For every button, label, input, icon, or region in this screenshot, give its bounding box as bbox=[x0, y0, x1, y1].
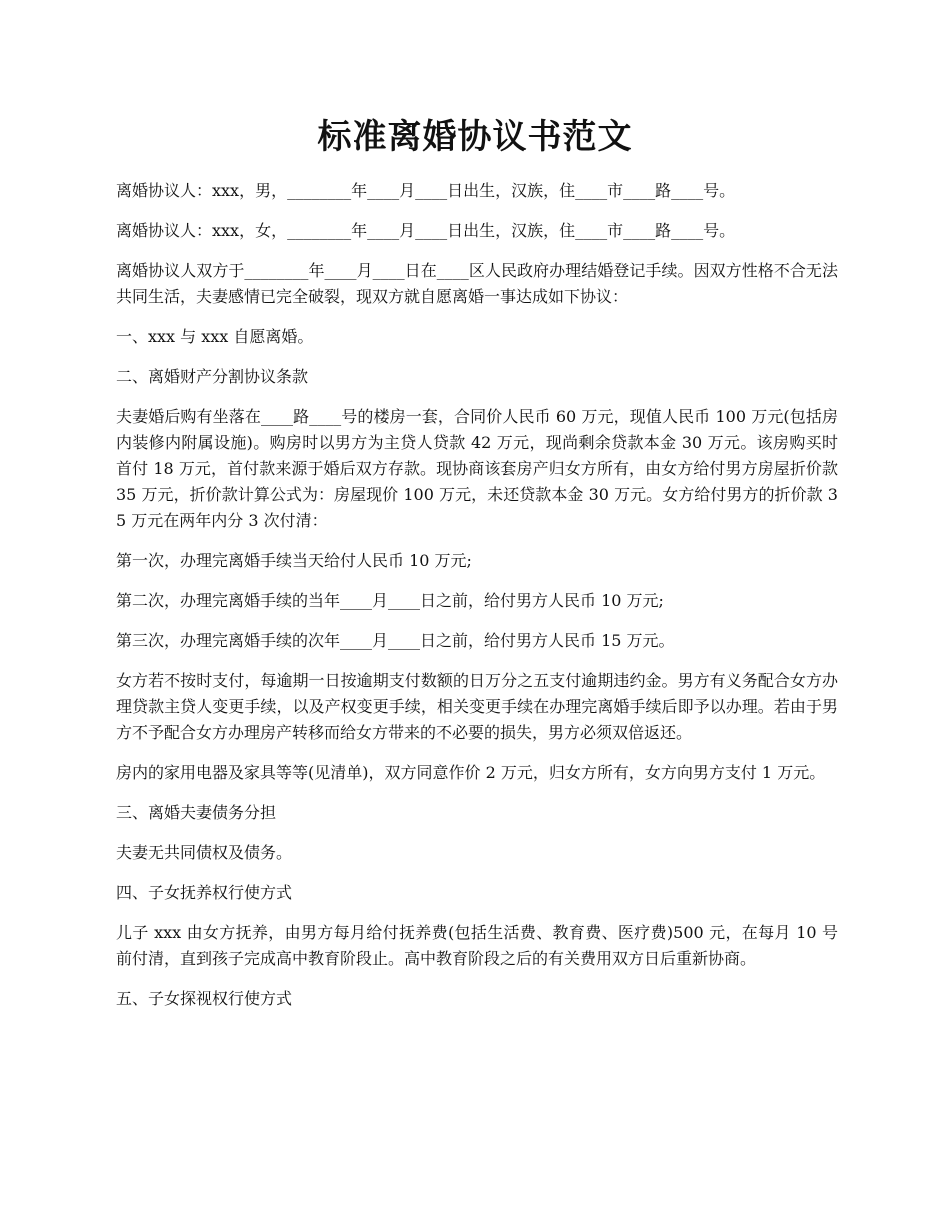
furniture-paragraph: 房内的家用电器及家具等等(见清单)，双方同意作价 2 万元，归女方所有，女方向男方支付 1 万元。 bbox=[116, 763, 826, 782]
payment-1-line: 第一次，办理完离婚手续当天给付人民币 10 万元; bbox=[116, 551, 472, 570]
document-title: 标准离婚协议书范文 bbox=[317, 117, 633, 157]
clause-3-heading: 三、离婚夫妻债务分担 bbox=[116, 803, 277, 822]
document-body bbox=[116, 178, 838, 1026]
preamble-paragraph: 离婚协议人双方于________年____月____日在____区人民政府办理结婚登记手续。因双方性格不合无法共同生活，夫妻感情已完全破裂，现双方就自愿离婚一事达成如下协议： bbox=[116, 261, 838, 306]
penalty-paragraph: 女方若不按时支付，每逾期一日按逾期支付数额的日万分之五支付逾期违约金。男方有义务配合女方办理贷款主贷人变更手续，以及产权变更手续，相关变更手续在办理完离婚手续后即予以办理。若由于男方不予配合女方办理房产转移而给女方带来的不必要的损失，男方必须双倍返还。 bbox=[116, 671, 838, 742]
debt-line: 夫妻无共同债权及债务。 bbox=[116, 843, 293, 862]
custody-paragraph: 儿子 xxx 由女方抚养，由男方每月给付抚养费(包括生活费、教育费、医疗费)500 元，在每月 10 号前付清，直到孩子完成高中教育阶段止。高中教育阶段之后的有关费用双方日后重新协商。 bbox=[116, 923, 838, 968]
party-female-line: 离婚协议人：xxx，女，________年____月____日出生，汉族，住____市____路____号。 bbox=[116, 221, 736, 240]
clause-5-heading: 五、子女探视权行使方式 bbox=[116, 989, 293, 1008]
payment-2-line: 第二次，办理完离婚手续的当年____月____日之前，给付男方人民币 10 万元; bbox=[116, 591, 664, 610]
payment-3-line: 第三次，办理完离婚手续的次年____月____日之前，给付男方人民币 15 万元。 bbox=[116, 631, 675, 650]
party-male-line: 离婚协议人：xxx，男，________年____月____日出生，汉族，住____市____路____号。 bbox=[116, 181, 736, 200]
clause-4-heading: 四、子女抚养权行使方式 bbox=[116, 883, 293, 902]
clause-2-heading: 二、离婚财产分割协议条款 bbox=[116, 367, 309, 386]
clause-1-heading: 一、xxx 与 xxx 自愿离婚。 bbox=[116, 327, 314, 346]
property-paragraph: 夫妻婚后购有坐落在____路____号的楼房一套，合同价人民币 60 万元，现值人民币 100 万元(包括房内装修内附属设施)。购房时以男方为主贷人贷款 42 万元，现尚剩余贷款本金 30 万元。该房购买时首付 18 万元，首付款来源于婚后双方存款。现协商该套房产归女方所有，由女方给付男方房屋折价款 35 万元，折价款计算公式为：房屋现价 100 万元，未还贷款本金 30 万元。女方给付男方的折价款 35 万元在两年内分 3 次付清： bbox=[116, 407, 838, 530]
